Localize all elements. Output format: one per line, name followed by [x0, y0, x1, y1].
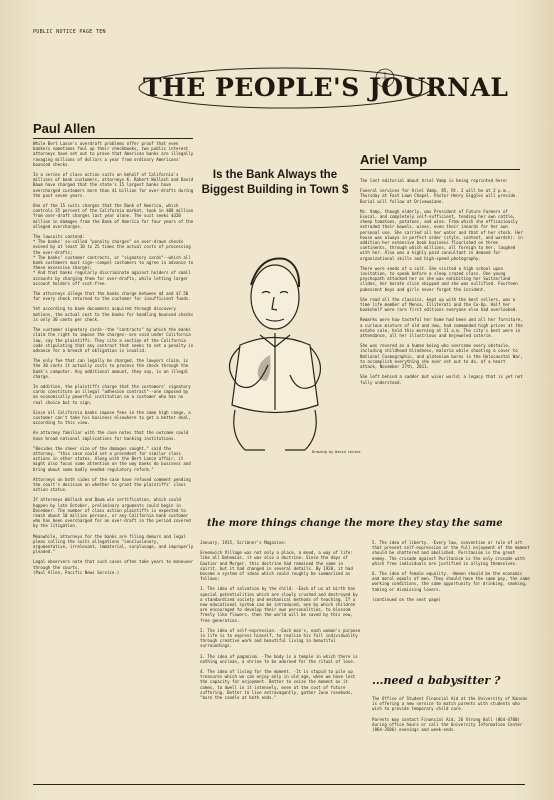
right-article: [360, 178, 526, 486]
masthead: [135, 48, 509, 116]
right-paragraph: She was revered as a human being who overcame every obstacle, including childhood blindness, malaria while shooting a cover to National Cosmographic, and platonium burns in the Holocaustal War, to accomplish everything she ever set out to do, of a heart attack, November 27th, 2011.: [360, 343, 526, 370]
right-byline-rule: [360, 169, 520, 170]
left-paragraph: "Besides the sheer size of the damages sought," said the attorney, "this case could set a precedent for similar class actions in other states. Along with the Bert Lance affair, it might also focus some attention on the way banks do business and bring about some badly needed regulatory reform.": [33, 445, 194, 472]
left-byline: Paul Allen: [33, 121, 96, 136]
left-article: [33, 141, 195, 777]
left-paragraph: The only fee that can legally be charged, the lawyers claim, is the 30 cents it actually costs to process the check through the bank's computer. Any additional amount, they say, is an illegal charge.: [33, 358, 191, 379]
bottom-col1-paragraph: January, 1915, Scribner's Magazine:: [200, 540, 287, 545]
cartoon-credit: Drawing by David Levine: [312, 450, 361, 454]
babysitter-paragraph: The Office of Student Financial Aid at the University of Kansas is offering a new service to match parents with students who wish to provide temporary child care.: [372, 696, 530, 712]
right-paragraph: There were seeds of a cult. She visited a high school upon invitation, to speak before a sleep crazed class. One young psychopath attacked her as she was exhibiting her Switzerland slides, her karate slice skipped and she was nullified. Fourteen pubescent boys and girls never forgot the incident.: [360, 265, 521, 292]
bottom-col2-paragraph: (continued on the next page): [372, 596, 442, 602]
left-paragraph: The attorneys allege that the banks charge between $4 and $7.50 for every check returned to the customer for insufficient funds.: [33, 291, 191, 302]
bottom-col2-paragraph: 5. The idea of liberty. -Every law, convention or rule of art that prevent self-expression or the full enjoyment of the moment should be shattered and abolished. Puritanism is the great enemy. The crusade against Puritanism is the only crusade with which free individuals are justified in allying themselves.: [372, 540, 533, 566]
center-headline: Is the Bank Always the Biggest Building in Town $: [201, 169, 349, 196]
right-paragraph: She read all the classics, kept up with the best sellers, was a time life member of Mensa, Illiterati and the Co-Op. Half her bookshelf were rare first editions everyone else had overlooked.: [360, 296, 518, 313]
left-paragraph: One of the 15 suits charges that the Bank of America, which controls 35 percent of the California market, took in $80 million from over-draft charges last year alone. The suit seeks $320 million in damages from the Bank of America for four years of the alleged overcharges.: [33, 203, 196, 229]
left-paragraph: Attorneys on both sides of the case have refused comment pending the court's decision on whether to grant the plaintiffs' class action status.: [33, 476, 194, 493]
bottom-col1-paragraph: 2. The idea of self-expression. -Each man's, each woman's purpose in life is to express himself, to realize his full individuality through creative work and beautiful living in beautiful surroundings.: [200, 627, 363, 649]
bottom-rule: [33, 784, 525, 785]
bottom-column-2: [372, 540, 532, 640]
left-paragraph: While Bert Lance's overdraft problems offer proof that even bankers sometimes foul up their checkbooks, two public interest attorneys have set out to prove that American banks are illegally ravaging millions of dollars a year from ordinary Americans' bounced checks.: [33, 141, 196, 167]
left-byline-rule: [33, 138, 193, 139]
bottom-col1-paragraph: 4. The idea of living for the moment. -It is stupid to pile up treasures which we can enjoy only in old age, when we have lost the capacity for enjoyment. Better to seize the moment as it comes, to dwell in it intensely, even at the cost of future suffering. Better to live extravagantly, gather June rosebuds, "burn the candle at both ends.": [200, 669, 358, 701]
babysitter-paragraph: Parents may contact Financial Aid, 26 Strong Hall (864-4700) during office hours or call the University Information Center (864-3506) evenings and week-ends.: [372, 716, 525, 733]
left-paragraph: In addition, the plaintiffs charge that the customers' signatory cards constitute an illegal "adhesion contract"--one imposed by an economically powerful institution on a customer who has no real choice but to sign.: [33, 383, 194, 405]
babysitter-heading: ...need a babysitter ?: [372, 674, 501, 687]
bottom-column-1: [200, 540, 362, 775]
babysitter-notice: [372, 696, 532, 776]
bottom-col1-paragraph: Greenwich Village was not only a place, a mood, a way of life: like all Bohemias, it was also a doctrine. Since the days of Gautier and Murger, this doctrine had remained the same in spirit, but it had changed in several details. By 1920, it had become a system of ideas which could roughly be summarized as follows:: [200, 550, 356, 582]
cartoon-illustration: [200, 235, 361, 460]
right-paragraph: Ms. Vamp, though elderly, was President of Future Farmers of Esocal, and completely self-sufficient, tending her own cattle, sheep tomatoes, potatoes, and wine. From which she efficaciously extruded their bowels, wines, even their innards for her own personal use. She carried all her water and that of her stock. Her house was always in perfect order (style, content, and wardsh): in addition her extensive book business flourished on three continents, through which millions, all foreign to her, laughed with her. Also was a highly paid consultant in demand for organizational skills and high-speed photography.: [360, 208, 526, 261]
bottom-col1-paragraph: 3. The idea of paganism. -The body is a temple in which there is nothing unclean, a shrine to be adorned for the ritual of love.: [200, 653, 361, 664]
left-paragraph: The lawsuits contend: * The banks' so-called "penalty charges" on over-drawn checks exceed by at least 10 to 25 times the actual costs of processing the over-drafts; * The banks' customer contracts, or "signatory cards"--which all bank customers must sign--compel customers to agree in advance to these excessive charges; * And that banks regularly discriminate against holders of small accounts by charging them for over-drafts, while letting larger account holders off scot-free.: [33, 234, 194, 286]
slogan: the more things change the more they stay the same: [207, 518, 503, 529]
bottom-col1-paragraph: 1. The idea of salvation by the child. -Each of us at birth has special potentialities which are slowly crushed and destroyed by a standardized society and mechanical methods of teaching. If a new educational system can be introduced, one by which children are encouraged to develop their own personalities, to blossom freely like flowers, then the world will be saved by this new, free generation.: [200, 586, 361, 623]
left-paragraph: Yet according to bank documents acquired through discovery motions, the actual cost to the banks for handling bounced checks is only 30 cents per check.: [33, 306, 196, 322]
bottom-col2-paragraph: 6. The idea of female equality. -Women should be the economic and moral equals of men. They should have the same pay, the same working conditions, the same opportunity for drinking, smoking, taking or dismissing lovers.: [372, 571, 533, 592]
left-paragraph: The customer signatory cards--the "contracts" by which the banks claim the right to impose the charges--are void under California law, say the plaintiffs. They cite a section of the California code stipulating that any contract that seeks to set a penalty in advance for a breach of obligation is invalid.: [33, 327, 196, 353]
left-paragraph: If attorneys Wallach and Baum win certification, which could happen by late October, preliminary arguments could begin in December. The number of class action plaintiffs is expected to reach about 10 million persons, or any California bank customer who has been overcharged for an over-draft in the period covered by the litigation.: [33, 497, 194, 529]
masthead-title: THE PEOPLE'S JOURNAL: [143, 73, 509, 102]
right-byline: Ariel Vamp: [360, 152, 428, 167]
page-label: PUBLIC NOTICE PAGE TEN: [33, 29, 106, 35]
left-paragraph: Since all California banks impose fees in the same high range, a customer can't take his business elsewhere to get a better deal, according to this view.: [33, 409, 194, 426]
left-paragraph: Legal observers note that such cases often take years to maneuver through the courts. (Paul Allen, Pacific News Service.): [33, 559, 194, 575]
right-paragraph: Funeral services for Ariel Vamp, 85, Rt. 2 will be at 2 p.m., Thursday at Fast Lawn Chapel. Pastor Henry Giggles will preside. Burial will follow at Drivewaiane.: [360, 188, 521, 204]
right-paragraph: Remarks were how tasteful her home had been and all her furniture, a curious mixture of old and new, had commanded high prices at the estate sale, held this morning at 11 a.m. The city's best were in attendance, all her illustrious and bejeweled coterie.: [360, 317, 526, 339]
left-paragraph: In a series of class action suits on behalf of California's millions of bank customers, attorneys K. Robert Wallach and David Baum have charged that the state's 15 largest banks have overcharged customers more than $1 billion for over-drafts during the past seven years.: [33, 172, 196, 198]
right-paragraph: She left behind a sadder but wiser world; a legacy that is yet not fully understood.: [360, 374, 526, 385]
left-paragraph: Meanwhile, attorneys for the banks are filing demurs and legal pleas calling the suits allegations "conclusionary, argumentative, irrelevant, immaterial, surplusage, and improperly pleaded.": [33, 533, 196, 555]
right-paragraph: The last editorial about Ariel Vamp is being reprinted here:: [360, 178, 508, 183]
left-paragraph: An attorney familiar with the case notes that the outcome could have broad national implications for banking institutions.: [33, 430, 191, 441]
